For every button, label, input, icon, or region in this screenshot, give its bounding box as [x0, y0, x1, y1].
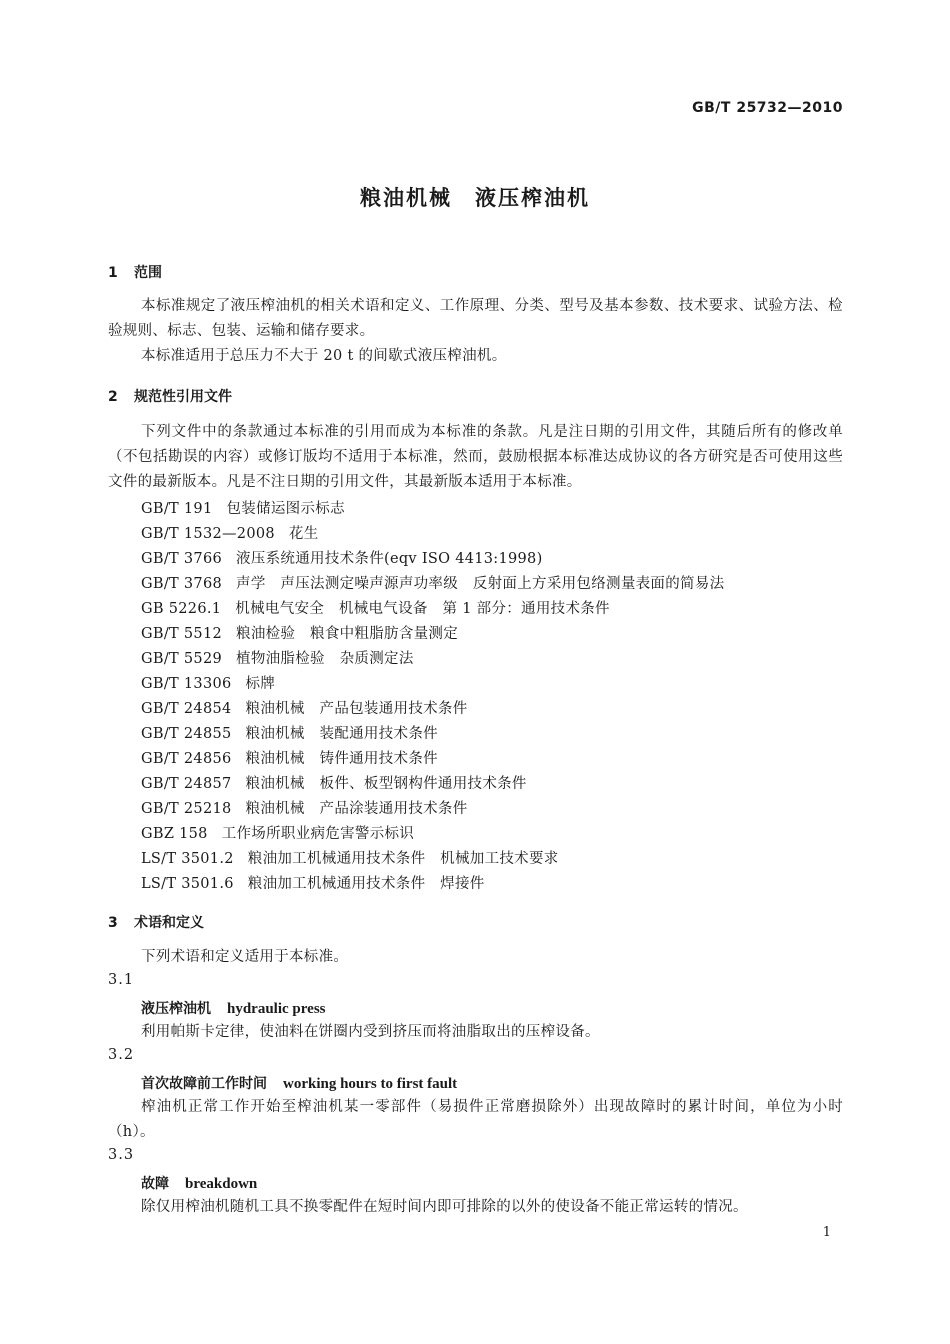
reference-code: GB/T 24857 [141, 776, 232, 792]
reference-code: GB/T 24855 [141, 726, 232, 742]
reference-code: GB/T 24854 [141, 701, 232, 717]
section-2-heading [108, 386, 232, 406]
reference-item [141, 622, 458, 643]
section-1-heading [108, 262, 162, 282]
section-3-paragraph-1: 下列术语和定义适用于本标准。 [141, 949, 349, 965]
document-title: 粮油机械 液压榨油机 [360, 186, 590, 210]
term-number: 3.1 [108, 972, 135, 988]
term-number: 3.3 [108, 1147, 135, 1163]
reference-code: GB/T 3768 [141, 576, 223, 592]
reference-item [141, 822, 414, 843]
term-chinese: 故障 [141, 1176, 169, 1192]
section-2-paragraph-1: 下列文件中的条款通过本标准的引用而成为本标准的条款。凡是注日期的引用文件，其随后所有的修改单（不包括勘误的内容）或修订版均不适用于本标准，然而，鼓励根据本标准达成协议的各方研究是否可使用这些文件的最新版本。凡是不注日期的引用文件，其最新版本适用于本标准。 [108, 424, 843, 490]
reference-item [141, 872, 485, 893]
reference-name: 粮油机械 铸件通用技术条件 [245, 751, 438, 767]
reference-name: 花生 [288, 526, 319, 542]
term-english: working hours to first fault [283, 1076, 458, 1092]
term-definition: 榨油机正常工作开始至榨油机某一零部件（易损件正常磨损除外）出现故障时的累计时间，单位为小时（h）。 [108, 1099, 843, 1140]
reference-code: GB/T 191 [141, 501, 213, 517]
reference-code: GB/T 5512 [141, 626, 223, 642]
reference-code: GB/T 24856 [141, 751, 232, 767]
reference-item [141, 747, 438, 768]
reference-code: GB/T 1532—2008 [141, 526, 275, 542]
term-number: 3.2 [108, 1047, 135, 1063]
reference-name: 粮油机械 装配通用技术条件 [245, 726, 438, 742]
reference-name: 粮油检验 粮食中粗脂肪含量测定 [236, 626, 459, 642]
reference-item [141, 772, 527, 793]
term-definition: 除仅用榨油机随机工具不换零配件在短时间内即可排除的以外的使设备不能正常运转的情况。 [141, 1199, 748, 1215]
reference-name: 粮油加工机械通用技术条件 焊接件 [247, 876, 485, 892]
section-title: 规范性引用文件 [134, 389, 232, 405]
reference-code: GB/T 13306 [141, 676, 232, 692]
reference-item [141, 722, 438, 743]
section-3-heading [108, 912, 204, 932]
reference-item [141, 597, 610, 618]
term-definition: 利用帕斯卡定律，使油料在饼圈内受到挤压而将油脂取出的压榨设备。 [141, 1024, 600, 1040]
reference-item [141, 697, 468, 718]
reference-code: GB/T 3766 [141, 551, 223, 567]
section-number: 1 [108, 265, 118, 281]
term-english: hydraulic press [227, 1001, 326, 1017]
page-number: 1 [822, 1225, 831, 1240]
section-number: 2 [108, 389, 118, 405]
term-heading [141, 998, 326, 1018]
reference-item [141, 522, 319, 543]
section-title: 范围 [134, 265, 162, 281]
section-title: 术语和定义 [134, 915, 204, 931]
reference-item [141, 847, 559, 868]
reference-code: LS/T 3501.2 [141, 851, 234, 867]
reference-item [141, 547, 543, 568]
reference-item [141, 672, 275, 693]
reference-name: 液压系统通用技术条件(eqv ISO 4413:1998) [236, 551, 543, 567]
reference-code: GB 5226.1 [141, 601, 222, 617]
reference-code: GBZ 158 [141, 826, 208, 842]
reference-name: 声学 声压法测定噪声源声功率级 反射面上方采用包络测量表面的简易法 [236, 576, 725, 592]
reference-item [141, 572, 724, 593]
reference-code: LS/T 3501.6 [141, 876, 234, 892]
reference-name: 工作场所职业病危害警示标识 [221, 826, 415, 842]
reference-name: 粮油机械 板件、板型钢构件通用技术条件 [245, 776, 527, 792]
reference-name: 机械电气安全 机械电气设备 第 1 部分：通用技术条件 [235, 601, 610, 617]
reference-code: GB/T 5529 [141, 651, 223, 667]
reference-name: 粮油机械 产品包装通用技术条件 [245, 701, 468, 717]
standard-code: GB/T 25732—2010 [692, 100, 843, 116]
reference-name: 植物油脂检验 杂质测定法 [236, 651, 414, 667]
term-english: breakdown [185, 1176, 258, 1192]
reference-name: 标牌 [245, 676, 276, 692]
reference-name: 包装储运图示标志 [226, 501, 345, 517]
reference-name: 粮油机械 产品涂装通用技术条件 [245, 801, 468, 817]
section-1-paragraph-2: 本标准适用于总压力不大于 20 t 的间歇式液压榨油机。 [141, 348, 507, 364]
section-number: 3 [108, 915, 118, 931]
term-heading [141, 1173, 257, 1193]
reference-code: GB/T 25218 [141, 801, 232, 817]
reference-item [141, 797, 468, 818]
term-heading [141, 1073, 457, 1093]
section-1-paragraph-1: 本标准规定了液压榨油机的相关术语和定义、工作原理、分类、型号及基本参数、技术要求、试验方法、检验规则、标志、包装、运输和储存要求。 [108, 298, 843, 339]
reference-item [141, 497, 345, 518]
reference-item [141, 647, 414, 668]
reference-name: 粮油加工机械通用技术条件 机械加工技术要求 [247, 851, 559, 867]
term-chinese: 液压榨油机 [141, 1001, 211, 1017]
term-chinese: 首次故障前工作时间 [141, 1076, 267, 1092]
